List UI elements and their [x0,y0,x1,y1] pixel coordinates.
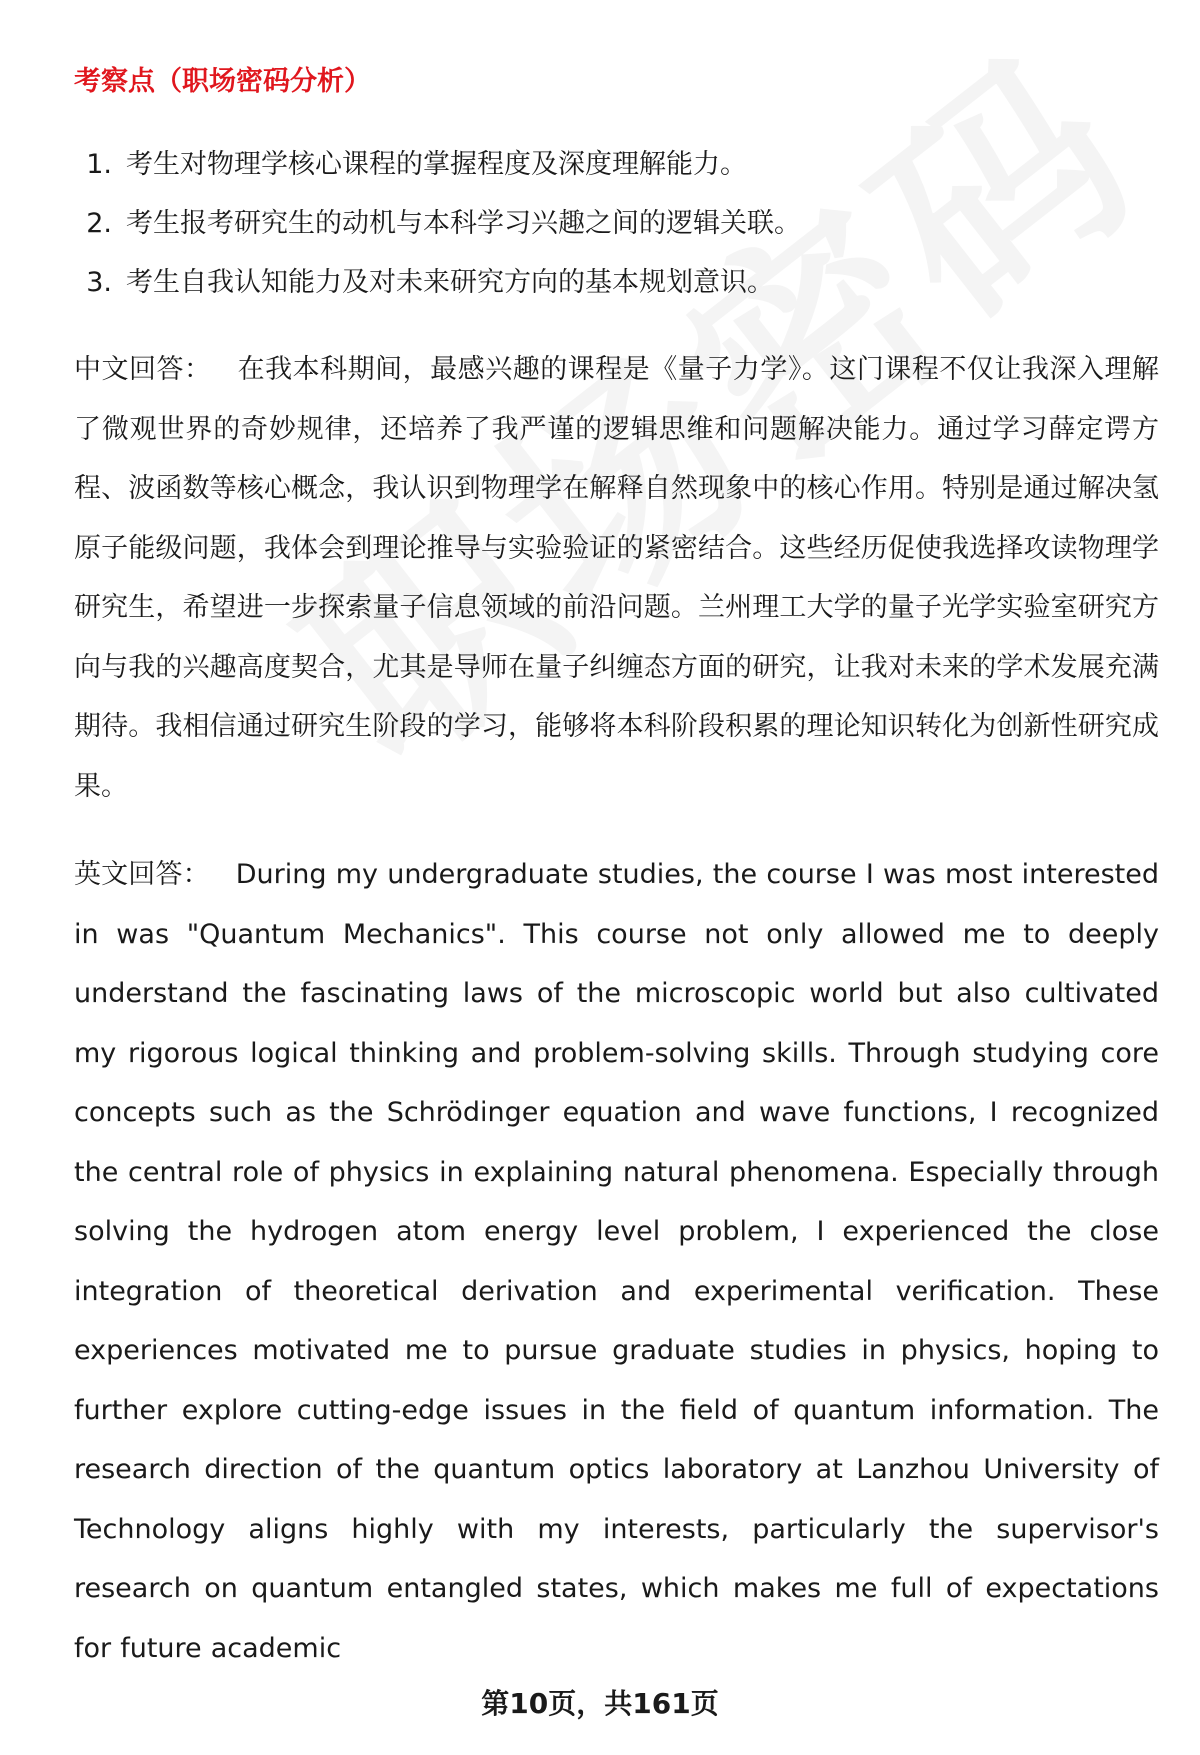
english-answer-label: 英文回答： [74,859,210,890]
assessment-points-list [74,135,1154,312]
list-item [74,194,1154,253]
chinese-answer-label: 中文回答： [74,354,212,385]
page-number-footer: 第10页，共161页 [481,1687,719,1720]
list-item [74,253,1154,312]
list-item-number: 1. [86,149,112,180]
chinese-answer-text: 在我本科期间，最感兴趣的课程是《量子力学》。这门课程不仅让我深入理解了微观世界的奇妙规律，还培养了我严谨的逻辑思维和问题解决能力。通过学习薛定谔方程、波函数等核心概念，我认识到物理学在解释自然现象中的核心作用。特别是通过解决氢原子能级问题，我体会到理论推导与实验验证的紧密结合。这些经历促使我选择攻读物理学研究生，希望进一步探索量子信息领域的前沿问题。兰州理工大学的量子光学实验室研究方向与我的兴趣高度契合，尤其是导师在量子纠缠态方面的研究，让我对未来的学术发展充满期待。我相信通过研究生阶段的学习，能够将本科阶段积累的理论知识转化为创新性研究成果。 [74,354,1160,802]
list-item [74,135,1154,194]
list-item-number: 3. [86,267,112,298]
list-item-number: 2. [86,208,112,239]
english-answer-paragraph [74,845,1159,1678]
section-title: 考察点（职场密码分析） [74,66,371,97]
list-item-text: 考生报考研究生的动机与本科学习兴趣之间的逻辑关联。 [126,208,801,239]
chinese-answer-paragraph [74,340,1159,816]
list-item-text: 考生对物理学核心课程的掌握程度及深度理解能力。 [126,149,747,180]
english-answer-text: During my undergraduate studies, the course I was most interested in was "Quantum Mechanics". This course not only allowed me to deeply understand the fascinating laws of the microscopic world but also cultivated my rigorous logical thinking and problem-solving skills. Through studying core concepts such as the Schrödinger equation and wave functions, I recognized the central role of physics in explaining natural phenomena. Especially through solving the hydrogen atom energy level problem, I experienced the close integration of theoretical derivation and experimental verification. These experiences motivated me to pursue graduate studies in physics, hoping to further explore cutting-edge issues in the field of quantum information. The research direction of the quantum optics laboratory at Lanzhou University of Technology aligns highly with my interests, particularly the supervisor's research on quantum entangled states, which makes me full of expectations for future academic [74,859,1159,1664]
list-item-text: 考生自我认知能力及对未来研究方向的基本规划意识。 [126,267,774,298]
